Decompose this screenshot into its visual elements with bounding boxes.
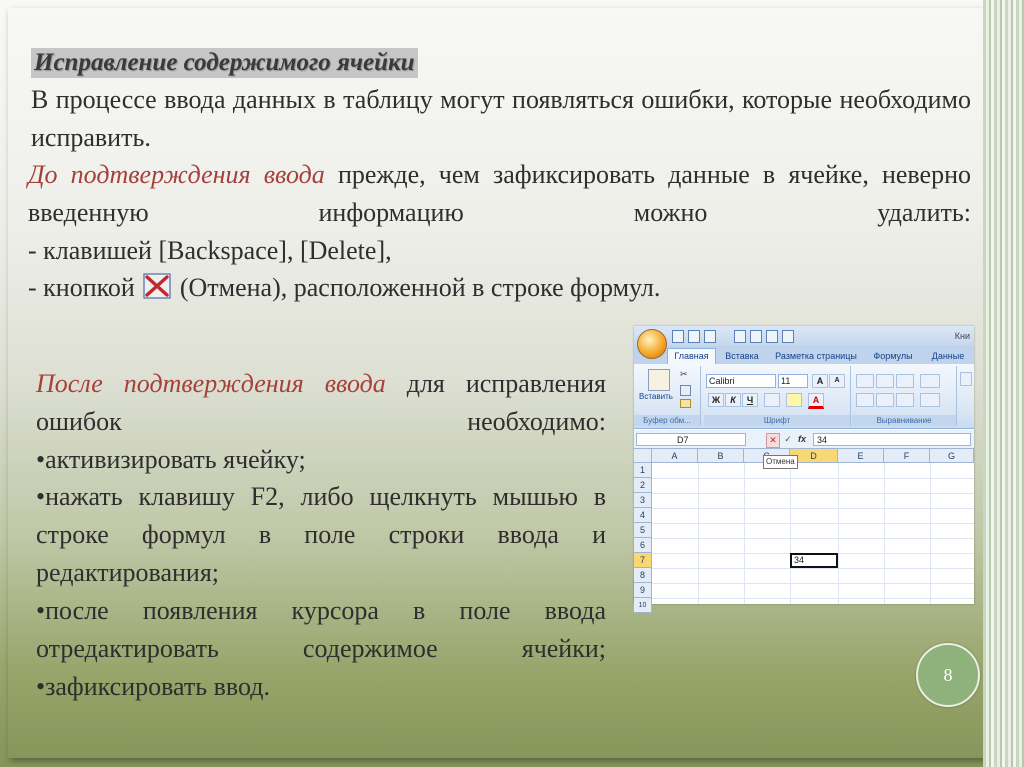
column-header[interactable]: G (930, 449, 974, 463)
paste-icon[interactable] (648, 369, 670, 391)
enter-entry-button[interactable]: ✓ (784, 434, 792, 444)
before-confirm-heading: До подтверждения ввода (28, 160, 325, 189)
row-header[interactable]: 10 (634, 598, 652, 613)
copy-icon[interactable] (680, 385, 691, 396)
print-icon[interactable] (766, 330, 778, 343)
after-confirm-heading: После подтверждения ввода (36, 369, 386, 398)
align-middle-icon[interactable] (876, 374, 894, 388)
row-header[interactable]: 5 (634, 523, 652, 538)
name-box[interactable]: D7 (636, 433, 746, 446)
align-left-icon[interactable] (856, 393, 874, 407)
formula-input[interactable]: 34 (813, 433, 971, 446)
after-item-edit-text: •после появления курсора в поле ввода отредактировать содержимое ячейки; (36, 596, 606, 663)
after-item-commit-text: •зафиксировать ввод. (36, 672, 270, 701)
select-all-corner[interactable] (634, 449, 652, 463)
italic-button[interactable]: К (725, 393, 741, 407)
after-item-activate (36, 441, 606, 479)
column-header[interactable]: F (884, 449, 930, 463)
grid-line (838, 463, 839, 604)
before-item-keys-text: - клавишей [Backspace], [Delete], (28, 236, 392, 265)
before-confirm-text: прежде, чем зафиксировать данные в ячейке, неверно введенную информацию можно удалить: (28, 160, 971, 227)
before-confirm-paragraph (28, 156, 971, 232)
align-top-icon[interactable] (856, 374, 874, 388)
decorative-stripes (983, 0, 1024, 767)
after-confirm-text: для исправления ошибок необходимо: (36, 369, 607, 436)
tab-formulas[interactable]: Формулы (873, 351, 913, 361)
formula-bar (634, 430, 974, 449)
redo-icon[interactable] (704, 330, 716, 343)
print-preview-icon[interactable] (750, 330, 762, 343)
intro-paragraph (31, 81, 971, 157)
paste-label[interactable]: Вставить (639, 392, 673, 401)
after-item-edit (36, 592, 606, 668)
row-header[interactable]: 8 (634, 568, 652, 583)
grid-line (652, 478, 974, 479)
fill-color-icon[interactable] (786, 393, 802, 407)
after-item-activate-text: •активизировать ячейку; (36, 445, 306, 474)
grid-line (652, 568, 974, 569)
before-item-keys (28, 232, 968, 270)
spelling-icon[interactable] (782, 330, 794, 343)
ribbon-tabs (634, 346, 974, 364)
tab-insert[interactable]: Вставка (725, 351, 759, 361)
row-header[interactable]: 4 (634, 508, 652, 523)
tab-home[interactable]: Главная (667, 348, 716, 364)
worksheet-grid (634, 449, 974, 609)
cut-icon[interactable]: ✂ (680, 369, 688, 379)
tab-page-layout[interactable]: Разметка страницы (775, 351, 857, 361)
slide-title: Исправление содержимого ячейки (31, 48, 418, 78)
wrap-text-icon[interactable] (960, 372, 972, 386)
underline-button[interactable]: Ч (742, 393, 758, 407)
sort-icon[interactable] (734, 330, 746, 343)
grid-line (884, 463, 885, 604)
grid-line (652, 538, 974, 539)
bold-button[interactable]: Ж (708, 393, 724, 407)
window-title: Кни (954, 331, 970, 341)
column-header-selected[interactable]: D (790, 449, 838, 463)
row-header[interactable]: 6 (634, 538, 652, 553)
align-bottom-icon[interactable] (896, 374, 914, 388)
row-header-selected[interactable]: 7 (634, 553, 652, 568)
orientation-icon[interactable] (920, 374, 940, 388)
column-header[interactable]: A (652, 449, 698, 463)
active-cell-d7[interactable]: 34 (790, 553, 838, 568)
grid-line (744, 463, 745, 604)
after-item-f2 (36, 478, 606, 592)
clipboard-group-label: Буфер обм... (634, 415, 700, 426)
clipboard-group (634, 366, 701, 426)
borders-icon[interactable] (764, 393, 780, 407)
grid-line (790, 463, 791, 604)
grid-line (698, 463, 699, 604)
font-size-select[interactable]: 11 (778, 374, 808, 388)
grid-line (652, 598, 974, 599)
ribbon (634, 364, 974, 429)
grid-line (652, 523, 974, 524)
indent-icon[interactable] (920, 393, 940, 407)
undo-icon[interactable] (688, 330, 700, 343)
row-header[interactable]: 2 (634, 478, 652, 493)
grow-font-button[interactable]: A (812, 374, 828, 388)
row-header[interactable]: 3 (634, 493, 652, 508)
intro-text: В процессе ввода данных в таблицу могут появляться ошибки, которые необходимо исправить. (31, 85, 971, 152)
tab-data[interactable]: Данные (931, 351, 965, 361)
cancel-x-icon (143, 272, 171, 298)
before-item-cancel-suffix: (Отмена), расположенной в строке формул. (173, 273, 661, 302)
cancel-entry-button[interactable]: ✕ (766, 433, 780, 448)
office-button-icon[interactable] (637, 329, 667, 359)
excel-screenshot (634, 326, 974, 609)
grid-line (652, 508, 974, 509)
after-item-commit (36, 668, 606, 706)
column-header[interactable]: E (838, 449, 884, 463)
font-group-label: Шрифт (704, 415, 850, 426)
insert-function-button[interactable]: fx (797, 434, 806, 444)
after-item-f2-text: •нажать клавишу F2, либо щелкнуть мышью в строке формул в поле строки ввода и редактирования; (36, 482, 606, 587)
font-color-button[interactable]: A (808, 393, 824, 409)
grid-line (930, 463, 931, 604)
before-item-cancel-prefix: - кнопкой (28, 273, 142, 302)
font-name-select[interactable]: Calibri (706, 374, 776, 388)
after-confirm-paragraph (36, 365, 606, 441)
before-item-cancel-button (28, 269, 968, 307)
grid-line (652, 493, 974, 494)
alignment-group-label: Выравнивание (852, 415, 956, 426)
shrink-font-button[interactable]: A (829, 374, 845, 388)
quick-access-toolbar (634, 326, 974, 346)
format-painter-icon[interactable] (680, 399, 691, 408)
column-header[interactable]: B (698, 449, 744, 463)
cancel-tooltip: Отмена (763, 455, 798, 469)
row-header[interactable]: 1 (634, 463, 652, 478)
alignment-group (852, 366, 957, 426)
align-center-icon[interactable] (876, 393, 894, 407)
row-header[interactable]: 9 (634, 583, 652, 598)
align-right-icon[interactable] (896, 393, 914, 407)
page-number-badge: 8 (916, 643, 980, 707)
font-group (704, 366, 851, 426)
save-icon[interactable] (672, 330, 684, 343)
grid-line (652, 583, 974, 584)
